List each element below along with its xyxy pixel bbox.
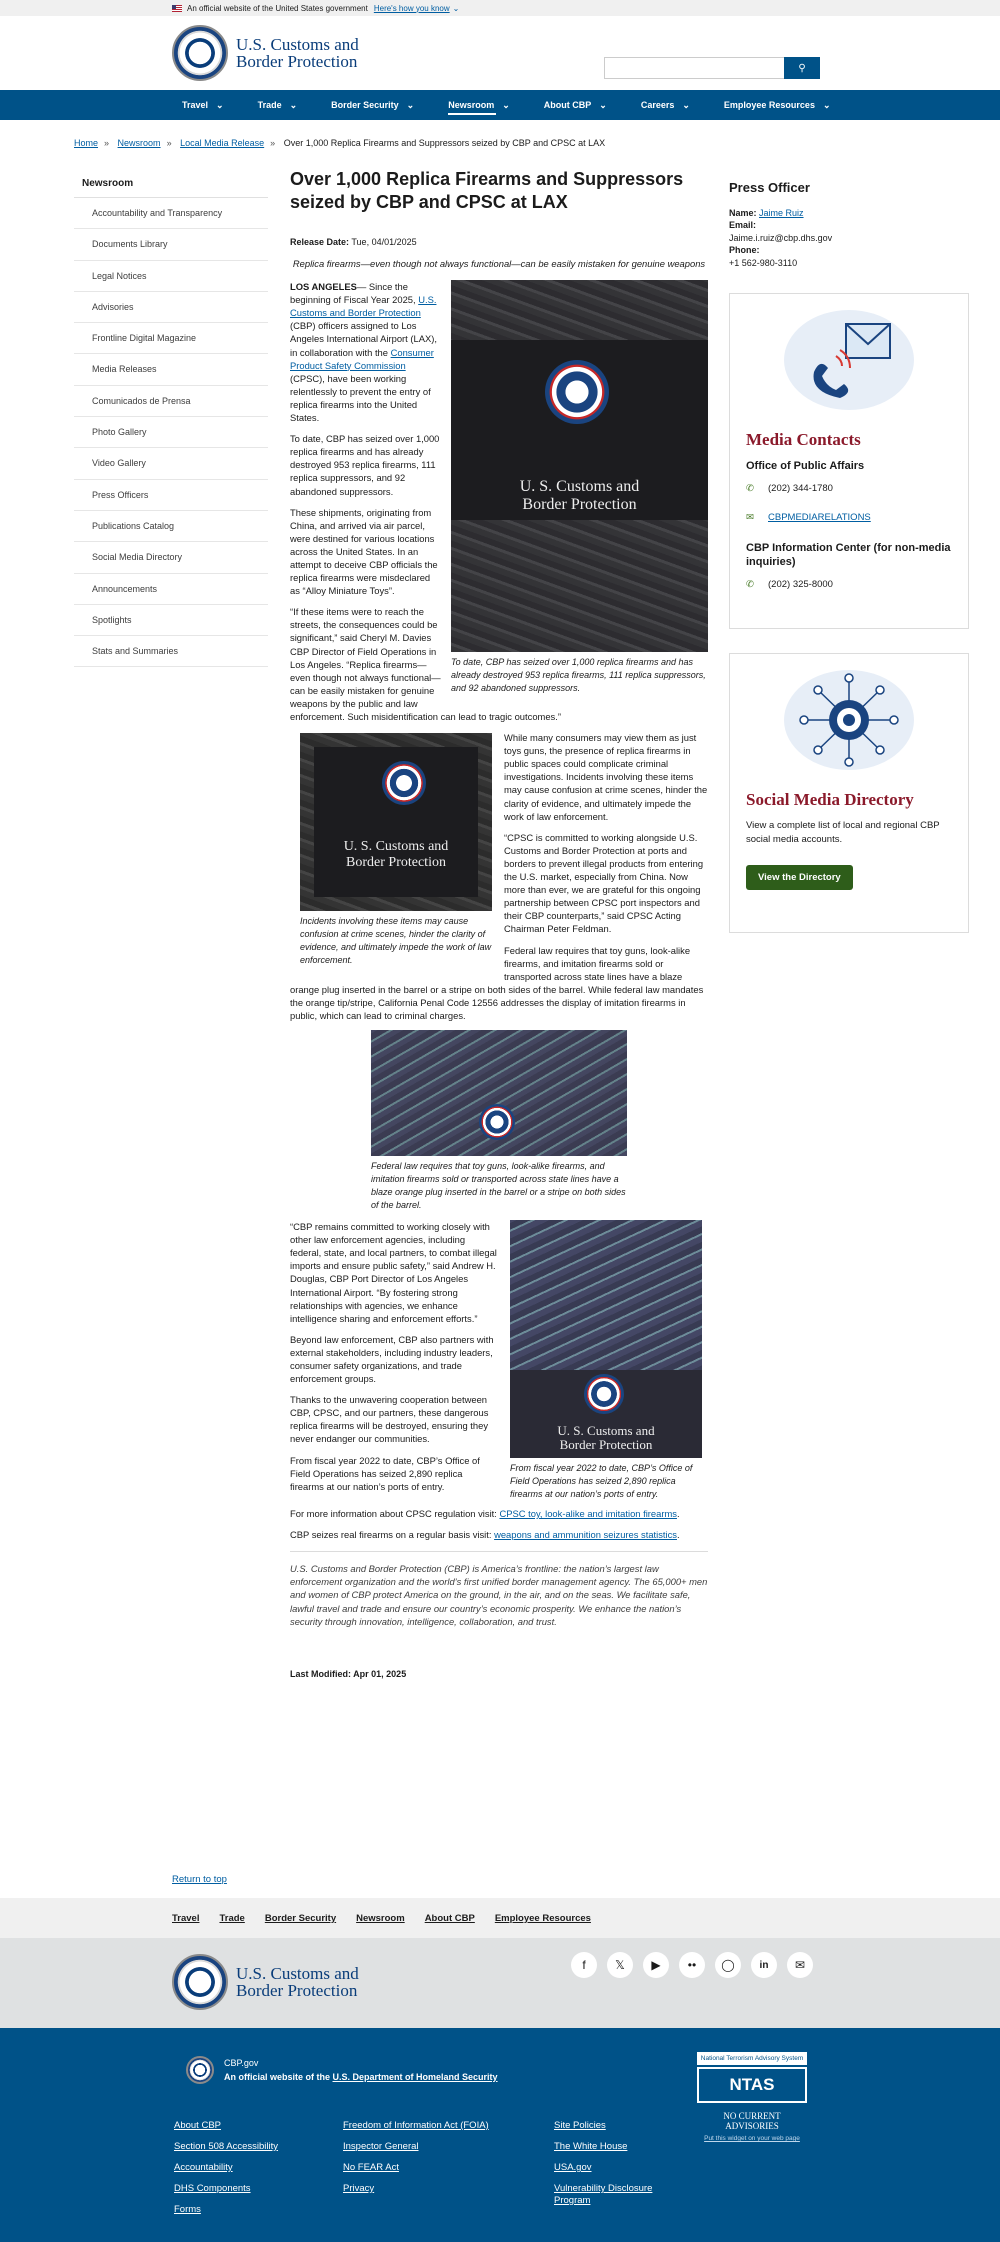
paragraph-7: Federal law requires that toy guns, look-alike firearms, and imitation firearms sold or transported across state lines have a blaze orange plug inserted in the barrel or a stripe on both sides of the barrel. While federal law mandates the orange tip/stripe, California Penal Code 12556 addresses the display of imitation firearms in public, which can lead to criminal charges. — [290, 944, 704, 1021]
office-public-affairs: Office of Public Affairs — [746, 460, 865, 472]
us-flag-icon — [172, 5, 182, 12]
caption-1: To date, CBP has seized over 1,000 replica firearms and has already destroyed 953 replica firearms, 111 replica suppressors, and 92 abandoned suppressors. — [451, 657, 706, 694]
footer-links-col2 — [343, 2120, 523, 2204]
footer-link[interactable]: Section 508 Accessibility — [174, 2141, 279, 2152]
info-center-heading: CBP Information Center (for non-media inquiries) — [746, 542, 951, 568]
footer-link[interactable]: About CBP — [174, 2120, 221, 2131]
article-subhead: Replica firearms—even though not always functional—can be easily mistaken for genuine weapons — [292, 258, 706, 270]
photo-seized-replicas-1: U. S. Customs and Border Protection — [451, 280, 708, 652]
sidebar-item[interactable]: Photo Gallery — [74, 417, 268, 448]
breadcrumb-local-media[interactable]: Local Media Release — [180, 138, 265, 148]
boilerplate: U.S. Customs and Border Protection (CBP) is America’s frontline: the nation’s largest law enforcement organization and the world’s first unified border management agency. The 65,000+ men and women of CBP protect America on the ground, in the air, and on the seas. We facilitate safe, lawful travel and trade and ensure our country’s economic prosperity. We enhance the nation’s security through innovation, intelligence, collaboration, and trust. — [290, 1551, 708, 1627]
footer-nav-travel[interactable]: Travel — [172, 1912, 200, 1924]
cbp-logo[interactable] — [172, 25, 359, 81]
footer-nav-newsroom[interactable]: Newsroom — [356, 1912, 405, 1924]
facebook-icon[interactable]: f — [571, 1952, 597, 1978]
nav-about-cbp[interactable]: About CBP ⌄ — [543, 99, 607, 110]
photo-seized-replicas-3 — [371, 1030, 627, 1156]
sidebar-item[interactable]: Frontline Digital Magazine — [74, 323, 268, 354]
breadcrumb: Home » Newsroom » Local Media Release » Over 1,000 Replica Firearms and Suppressors seized by CBP and CPSC at LAX — [74, 138, 606, 148]
media-relations-email-link[interactable]: CBPMEDIARELATIONS — [768, 512, 871, 523]
cbp-link[interactable]: U.S. Customs and Border Protection — [290, 294, 437, 319]
ntas-logo: NTAS — [697, 2067, 807, 2103]
phone-icon: ✆ — [746, 483, 754, 494]
search-form — [604, 57, 820, 79]
youtube-icon[interactable]: ▶ — [643, 1952, 669, 1978]
cpsc-regulation-link[interactable]: CPSC toy, look-alike and imitation firearms — [499, 1508, 677, 1520]
footer-link[interactable]: USA.gov — [554, 2162, 592, 2173]
figure-4 — [510, 1220, 702, 1501]
paragraph-5: While many consumers may view them as just toys guns, the presence of replica firearms in public spaces could complicate criminal investigations. Incidents involving these items may cause confusion at crime scenes, hinder the clarity of evidence, and ultimately impede the work of law enforcement. — [504, 732, 708, 822]
social-directory-text: View a complete list of local and regional CBP social media accounts. — [746, 820, 940, 845]
dhs-link[interactable]: U.S. Department of Homeland Security — [332, 2072, 498, 2082]
ntas-status: NO CURRENT ADVISORIES — [723, 2111, 781, 2131]
paragraph-1: LOS ANGELES— Since the beginning of Fiscal Year 2025, U.S. Customs and Border Protection (CBP) officers assigned to Los Angeles International Airport (LAX), in collaboration with the Consumer Product Safety Commission (CPSC), have been working relentlessly to prevent the entry of replica firearms into the United States. — [290, 281, 437, 424]
breadcrumb-newsroom[interactable]: Newsroom — [117, 138, 161, 148]
nav-border-security[interactable]: Border Security ⌄ — [331, 99, 415, 110]
figure-1 — [451, 280, 708, 695]
info-center-phone: (202) 325-8000 — [768, 579, 833, 590]
figure-2 — [300, 733, 492, 967]
figure-3 — [371, 1030, 627, 1212]
press-officer-name-link[interactable]: Jaime Ruiz — [759, 207, 804, 218]
sidebar-item[interactable]: Press Officers — [74, 480, 268, 511]
chevron-down-icon: ⌄ — [452, 3, 460, 13]
breadcrumb-current: Over 1,000 Replica Firearms and Suppressors seized by CBP and CPSC at LAX — [283, 138, 606, 148]
sidebar-item[interactable]: Legal Notices — [74, 261, 268, 292]
photo-seized-replicas-4: U. S. Customs and Border Protection — [510, 1220, 702, 1458]
chevron-down-icon: ⌄ — [682, 99, 690, 110]
press-officer: Press Officer Name: Jaime Ruiz Email: Jaime.i.ruiz@cbp.dhs.gov Phone: +1 562-980-3110 — [729, 182, 969, 269]
paragraph-2: To date, CBP has seized over 1,000 replica firearms and has already destroyed 953 replica firearms, 111 replica suppressors, and 92 abandoned suppressors. — [290, 433, 440, 497]
article — [290, 168, 708, 1681]
paragraph-12: For more information about CPSC regulation visit: CPSC toy, look-alike and imitation firearms. — [290, 1508, 680, 1520]
search-input[interactable] — [604, 57, 784, 79]
footer-cbp-logo[interactable]: U.S. Customs and Border Protection — [172, 1954, 359, 2010]
site-header — [0, 16, 1000, 90]
sidebar-item[interactable]: Publications Catalog — [74, 511, 268, 542]
social-icons — [571, 1952, 823, 1978]
paragraph-13: CBP seizes real firearms on a regular basis visit: weapons and ammunition seizures statistics. — [290, 1529, 680, 1541]
footer-link[interactable]: Site Policies — [554, 2120, 606, 2131]
footer-links-col1 — [174, 2120, 278, 2225]
x-icon[interactable]: 𝕏 — [607, 1952, 633, 1978]
ntas-embed-link[interactable]: Put this widget on your web page — [704, 2135, 800, 2142]
caption-3: Federal law requires that toy guns, look-alike firearms, and imitation firearms sold or transported across state lines have a blaze orange plug inserted in the barrel or a stripe on both sides of the barrel. — [371, 1161, 626, 1211]
media-contacts-card — [729, 293, 969, 629]
press-officer-email: Jaime.i.ruiz@cbp.dhs.gov — [729, 232, 833, 243]
footer-links-col3 — [554, 2120, 684, 2216]
footer-link[interactable]: Accountability — [174, 2162, 233, 2173]
nav-trade[interactable]: Trade ⌄ — [257, 99, 298, 110]
logo-line1: U.S. Customs and — [236, 35, 359, 54]
nav-careers[interactable]: Careers ⌄ — [640, 99, 690, 110]
paragraph-6: “CPSC is committed to working alongside U.S. Customs and Border Protection at ports and borders to prevent illegal products from entering the U.S. market, especially from China. Now more than ever, we are grateful for this ongoing partnership between CPSC port inspectors and their CBP counterparts,” said CPSC Acting Chairman Peter Feldman. — [504, 831, 704, 935]
chevron-down-icon: ⌄ — [599, 99, 607, 110]
sidebar-item[interactable]: Social Media Directory — [74, 542, 268, 573]
footer-site-name: CBP.gov — [224, 2058, 259, 2068]
footer-nav-employee-resources[interactable]: Employee Resources — [494, 1912, 591, 1924]
heres-how-you-know-link[interactable]: Here's how you know — [373, 3, 450, 13]
sidebar-item[interactable]: Video Gallery — [74, 448, 268, 479]
media-contacts-title: Media Contacts — [746, 430, 861, 449]
nav-employee-resources[interactable]: Employee Resources ⌄ — [723, 99, 831, 110]
footer-link[interactable]: Freedom of Information Act (FOIA) — [343, 2120, 489, 2131]
nav-travel[interactable]: Travel ⌄ — [182, 99, 224, 110]
footer-link[interactable]: Inspector General — [343, 2141, 419, 2152]
phone-mail-icon — [784, 310, 914, 410]
chevron-down-icon: ⌄ — [822, 99, 831, 110]
search-button[interactable] — [784, 57, 820, 79]
search-icon: ⚲ — [798, 62, 806, 74]
last-modified: Last Modified: Apr 01, 2025 — [290, 1668, 407, 1679]
chevron-down-icon: ⌄ — [502, 99, 510, 110]
dhs-seal-icon — [186, 2056, 214, 2084]
nav-newsroom[interactable]: Newsroom ⌄ — [448, 90, 510, 120]
dhs-identifier: CBP.gov An official website of the U.S. Department of Homeland Security — [186, 2056, 498, 2084]
ntas-heading: National Terrorism Advisory System — [697, 2052, 807, 2065]
photo-seized-replicas-2: U. S. Customs and Border Protection — [300, 733, 492, 911]
sidebar-item[interactable]: Spotlights — [74, 605, 268, 636]
footer-nav-border-security[interactable]: Border Security — [264, 1912, 337, 1924]
footer-identifier — [0, 2028, 1000, 2242]
sidebar-item[interactable]: Stats and Summaries — [74, 636, 268, 667]
paragraph-3: These shipments, originating from China, and arrived via air parcel, were destined for various locations across the United States. In an attempt to deceive CBP officials the replica firearms were misdeclared as “Alloy Miniature Toys”. — [290, 506, 438, 597]
main-nav — [0, 90, 1000, 120]
view-directory-button[interactable]: View the Directory — [746, 865, 853, 890]
return-to-top-link[interactable]: Return to top — [172, 1874, 227, 1885]
caption-2: Incidents involving these items may cause confusion at crime scenes, hinder the clarity of evidence, and ultimately impede the work of law enforcement. — [300, 916, 492, 966]
footer-link[interactable]: Forms — [174, 2204, 201, 2215]
paragraph-11: From fiscal year 2022 to date, CBP’s Office of Field Operations has seized 2,890 replica firearms at our nation’s ports of entry. — [290, 1454, 480, 1492]
ntas-widget[interactable] — [697, 2052, 807, 2142]
paragraph-9: Beyond law enforcement, CBP also partners with external stakeholders, including industry leaders, consumer safety organizations, and trade enforcement groups. — [290, 1333, 494, 1385]
sidebar-item[interactable]: Media Releases — [74, 354, 268, 385]
mail-icon: ✉ — [746, 512, 754, 523]
footer-logo-bar — [0, 1938, 1000, 2028]
social-directory-title: Social Media Directory — [746, 790, 914, 809]
sidebar-nav — [74, 174, 268, 667]
footer-link[interactable]: Vulnerability Disclosure Program — [554, 2183, 653, 2206]
release-date: Release Date: Tue, 04/01/2025 — [290, 237, 417, 247]
footer-nav-trade[interactable]: Trade — [219, 1912, 245, 1924]
gov-banner-text: An official website of the United States government — [187, 3, 368, 13]
footer-nav-about-cbp[interactable]: About CBP — [424, 1912, 475, 1924]
paragraph-8: “CBP remains committed to working closely with other law enforcement agencies, including federal, state, and local partners, to combat illegal imports and ensure public safety,” said Andrew H. Douglas, CBP Port Director of Los Angeles International Airport. “By fostering strong relationships with agencies, we enhance intelligence sharing and enforcement efforts.” — [290, 1221, 497, 1324]
sidebar-heading[interactable]: Newsroom — [74, 174, 268, 198]
office-phone: (202) 344-1780 — [768, 483, 833, 494]
cbp-seal-icon — [172, 25, 228, 81]
sidebar-item[interactable]: Documents Library — [74, 229, 268, 260]
footer-link[interactable]: Privacy — [343, 2183, 375, 2194]
breadcrumb-home[interactable]: Home — [74, 138, 99, 148]
email-icon[interactable]: ✉ — [787, 1952, 813, 1978]
footer-nav — [0, 1898, 1000, 1938]
phone-icon: ✆ — [746, 579, 754, 590]
sidebar-item[interactable]: Announcements — [74, 574, 268, 605]
press-officer-phone: +1 562-980-3110 — [729, 257, 798, 268]
sidebar-item[interactable]: Comunicados de Prensa — [74, 386, 268, 417]
flickr-icon[interactable]: •• — [679, 1952, 705, 1978]
chevron-down-icon: ⌄ — [289, 99, 298, 110]
social-network-icon — [784, 670, 914, 770]
footer-link[interactable]: The White House — [554, 2141, 628, 2152]
caption-4: From fiscal year 2022 to date, CBP’s Office of Field Operations has seized 2,890 replica firearms at our nation’s ports of entry. — [510, 1463, 693, 1500]
chevron-down-icon: ⌄ — [216, 99, 224, 110]
gov-banner — [0, 0, 1000, 16]
paragraph-4: “If these items were to reach the streets, the consequences could be significant,” said Cheryl M. Davies CBP Director of Field Operations in Los Angeles. “Replica firearms—even though not always functional—can be easily mistaken for genuine weapons by the public and law enforcement. Such misidentification can lead to tragic outcomes.” — [290, 606, 561, 722]
linkedin-icon[interactable]: in — [751, 1952, 777, 1978]
instagram-icon[interactable]: ◯ — [715, 1952, 741, 1978]
chevron-down-icon: ⌄ — [406, 99, 415, 110]
article-title: Over 1,000 Replica Firearms and Suppressors seized by CBP and CPSC at LAX — [290, 169, 684, 212]
footer-link[interactable]: No FEAR Act — [343, 2162, 399, 2173]
cpsc-link[interactable]: Consumer Product Safety Commission — [290, 346, 434, 371]
seizure-stats-link[interactable]: weapons and ammunition seizures statistics — [494, 1529, 677, 1541]
logo-line2: Border Protection — [236, 52, 358, 71]
paragraph-10: Thanks to the unwavering cooperation between CBP, CPSC, and our partners, these dangerous replica firearms will be destroyed, ensuring they never endanger our communities. — [290, 1394, 489, 1445]
sidebar-item[interactable]: Accountability and Transparency — [74, 198, 268, 229]
footer-link[interactable]: DHS Components — [174, 2183, 251, 2194]
press-officer-heading: Press Officer — [729, 180, 810, 195]
social-directory-card — [729, 653, 969, 933]
cbp-seal-icon — [172, 1954, 228, 2010]
sidebar-item[interactable]: Advisories — [74, 292, 268, 323]
